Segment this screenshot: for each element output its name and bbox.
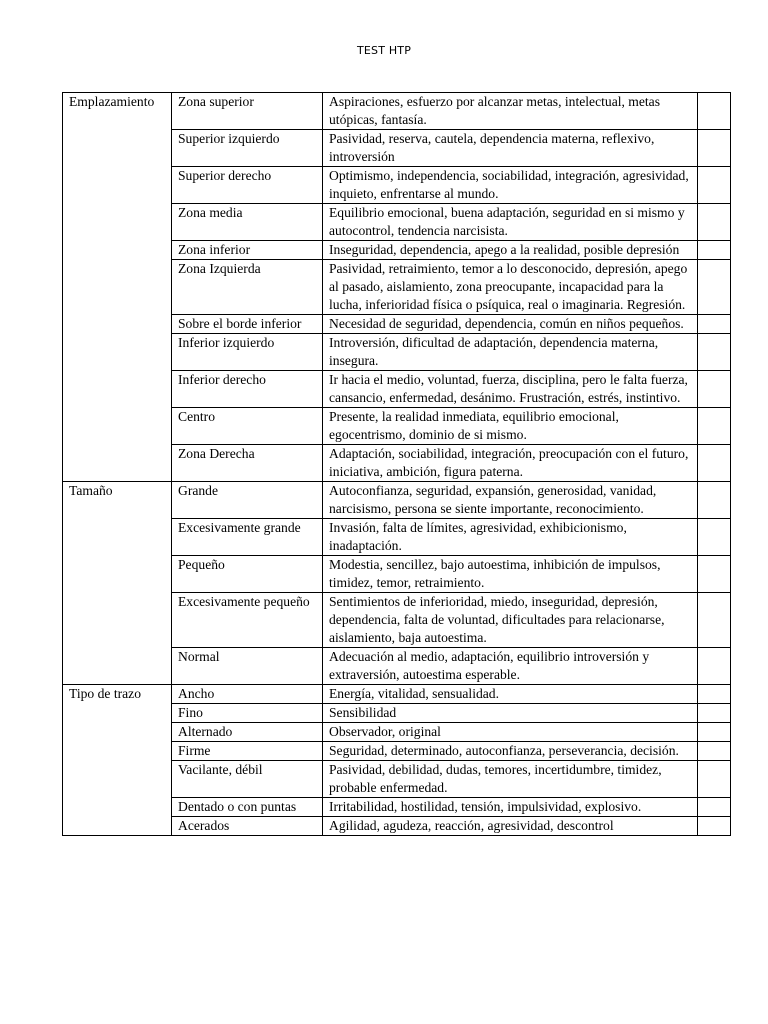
empty-cell bbox=[698, 685, 731, 704]
item-cell: Inferior izquierdo bbox=[172, 334, 323, 371]
description-cell: Seguridad, determinado, autoconfianza, perseverancia, decisión. bbox=[323, 742, 698, 761]
description-cell: Sentimientos de inferioridad, miedo, inseguridad, depresión, dependencia, falta de voluntad, dificultades para relacionarse, aislamiento, baja autoestima. bbox=[323, 593, 698, 648]
empty-cell bbox=[698, 742, 731, 761]
description-cell: Agilidad, agudeza, reacción, agresividad, descontrol bbox=[323, 817, 698, 836]
empty-cell bbox=[698, 556, 731, 593]
description-cell: Equilibrio emocional, buena adaptación, seguridad en si mismo y autocontrol, tendencia narcisista. bbox=[323, 204, 698, 241]
category-cell: Tamaño bbox=[63, 482, 172, 685]
item-cell: Superior derecho bbox=[172, 167, 323, 204]
description-cell: Modestia, sencillez, bajo autoestima, inhibición de impulsos, timidez, temor, retraimiento. bbox=[323, 556, 698, 593]
item-cell: Grande bbox=[172, 482, 323, 519]
empty-cell bbox=[698, 798, 731, 817]
item-cell: Sobre el borde inferior bbox=[172, 315, 323, 334]
empty-cell bbox=[698, 519, 731, 556]
item-cell: Superior izquierdo bbox=[172, 130, 323, 167]
item-cell: Alternado bbox=[172, 723, 323, 742]
table-row bbox=[63, 482, 731, 519]
item-cell: Firme bbox=[172, 742, 323, 761]
item-cell: Dentado o con puntas bbox=[172, 798, 323, 817]
item-cell: Inferior derecho bbox=[172, 371, 323, 408]
item-cell: Zona media bbox=[172, 204, 323, 241]
item-cell: Fino bbox=[172, 704, 323, 723]
empty-cell bbox=[698, 445, 731, 482]
empty-cell bbox=[698, 315, 731, 334]
empty-cell bbox=[698, 204, 731, 241]
table-row bbox=[63, 93, 731, 130]
empty-cell bbox=[698, 482, 731, 519]
description-cell: Pasividad, retraimiento, temor a lo desconocido, depresión, apego al pasado, aislamiento, zona preocupante, incapacidad para la lucha, inferioridad física o psíquica, real o imaginaria. Regresión. bbox=[323, 260, 698, 315]
htp-table-body bbox=[63, 93, 731, 836]
empty-cell bbox=[698, 408, 731, 445]
description-cell: Sensibilidad bbox=[323, 704, 698, 723]
empty-cell bbox=[698, 648, 731, 685]
category-cell: Emplazamiento bbox=[63, 93, 172, 482]
empty-cell bbox=[698, 93, 731, 130]
htp-table bbox=[62, 92, 731, 836]
item-cell: Ancho bbox=[172, 685, 323, 704]
empty-cell bbox=[698, 761, 731, 798]
description-cell: Presente, la realidad inmediata, equilibrio emocional, egocentrismo, dominio de si mismo. bbox=[323, 408, 698, 445]
description-cell: Optimismo, independencia, sociabilidad, integración, agresividad, inquieto, enfrentarse al mundo. bbox=[323, 167, 698, 204]
description-cell: Energía, vitalidad, sensualidad. bbox=[323, 685, 698, 704]
item-cell: Zona inferior bbox=[172, 241, 323, 260]
empty-cell bbox=[698, 371, 731, 408]
item-cell: Zona superior bbox=[172, 93, 323, 130]
description-cell: Ir hacia el medio, voluntad, fuerza, disciplina, pero le falta fuerza, cansancio, enfermedad, desánimo. Frustración, estrés, instintivo. bbox=[323, 371, 698, 408]
page-title: TEST HTP bbox=[356, 44, 412, 57]
item-cell: Zona Izquierda bbox=[172, 260, 323, 315]
description-cell: Inseguridad, dependencia, apego a la realidad, posible depresión bbox=[323, 241, 698, 260]
empty-cell bbox=[698, 167, 731, 204]
description-cell: Autoconfianza, seguridad, expansión, generosidad, vanidad, narcisismo, persona se siente importante, reconocimiento. bbox=[323, 482, 698, 519]
empty-cell bbox=[698, 817, 731, 836]
description-cell: Observador, original bbox=[323, 723, 698, 742]
item-cell: Acerados bbox=[172, 817, 323, 836]
description-cell: Adaptación, sociabilidad, integración, preocupación con el futuro, iniciativa, ambición, figura paterna. bbox=[323, 445, 698, 482]
empty-cell bbox=[698, 241, 731, 260]
category-cell: Tipo de trazo bbox=[63, 685, 172, 836]
table-row bbox=[63, 685, 731, 704]
description-cell: Pasividad, debilidad, dudas, temores, incertidumbre, timidez, probable enfermedad. bbox=[323, 761, 698, 798]
description-cell: Pasividad, reserva, cautela, dependencia materna, reflexivo, introversión bbox=[323, 130, 698, 167]
description-cell: Adecuación al medio, adaptación, equilibrio introversión y extraversión, autoestima esperable. bbox=[323, 648, 698, 685]
empty-cell bbox=[698, 260, 731, 315]
item-cell: Centro bbox=[172, 408, 323, 445]
item-cell: Excesivamente pequeño bbox=[172, 593, 323, 648]
empty-cell bbox=[698, 334, 731, 371]
empty-cell bbox=[698, 704, 731, 723]
empty-cell bbox=[698, 593, 731, 648]
description-cell: Irritabilidad, hostilidad, tensión, impulsividad, explosivo. bbox=[323, 798, 698, 817]
item-cell: Vacilante, débil bbox=[172, 761, 323, 798]
empty-cell bbox=[698, 130, 731, 167]
empty-cell bbox=[698, 723, 731, 742]
description-cell: Introversión, dificultad de adaptación, dependencia materna, insegura. bbox=[323, 334, 698, 371]
item-cell: Excesivamente grande bbox=[172, 519, 323, 556]
item-cell: Zona Derecha bbox=[172, 445, 323, 482]
description-cell: Invasión, falta de límites, agresividad, exhibicionismo, inadaptación. bbox=[323, 519, 698, 556]
item-cell: Normal bbox=[172, 648, 323, 685]
item-cell: Pequeño bbox=[172, 556, 323, 593]
description-cell: Necesidad de seguridad, dependencia, común en niños pequeños. bbox=[323, 315, 698, 334]
description-cell: Aspiraciones, esfuerzo por alcanzar metas, intelectual, metas utópicas, fantasía. bbox=[323, 93, 698, 130]
